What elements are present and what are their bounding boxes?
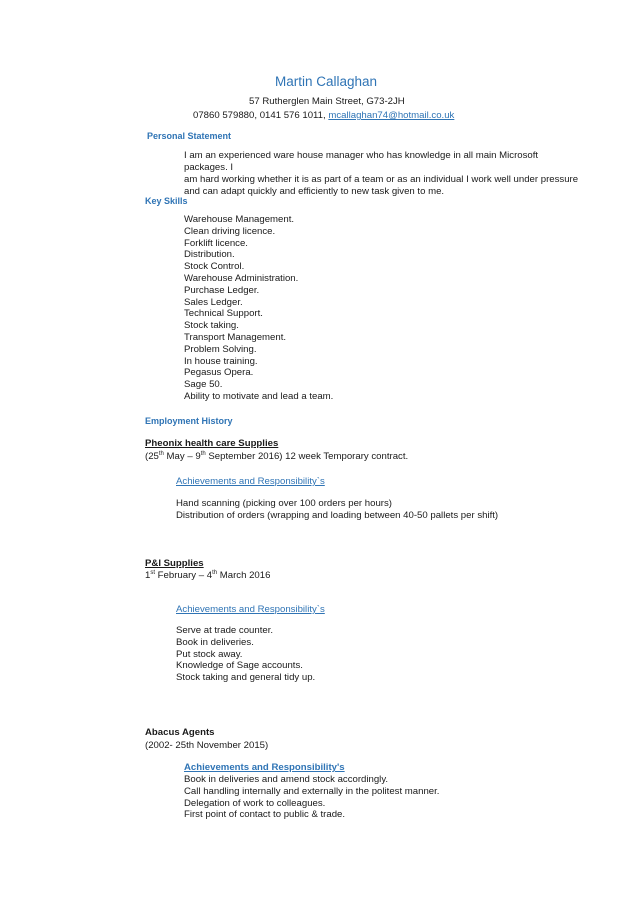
achievements-list [176, 625, 315, 684]
phone-numbers: 07860 579880, 0141 576 1011, [193, 110, 329, 121]
skill-item: Ability to motivate and lead a team. [184, 390, 334, 402]
address: 57 Rutherglen Main Street, G73-2JH [249, 96, 405, 107]
skill-item: Stock taking. [184, 320, 239, 332]
skill-item: Technical Support. [184, 308, 263, 320]
achievement-item: Book in deliveries. [176, 636, 254, 648]
achievement-item: First point of contact to public & trade. [184, 809, 346, 821]
skill-item: Distribution. [184, 249, 235, 261]
skill-item: Transport Management. [184, 331, 287, 343]
statement-line: I am an experienced ware house manager who has knowledge in all main Microsoft packages. I [184, 150, 539, 173]
achievements-heading: Achievements and Responsibility's [184, 762, 345, 773]
statement-line: am hard working whether it is as part of a team or as an individual I work well under pressure [184, 174, 579, 185]
achievement-item: Knowledge of Sage accounts. [176, 660, 303, 672]
achievement-item: Distribution of orders (wrapping and loading between 40-50 pallets per shift) [176, 509, 499, 521]
achievement-item: Call handling internally and externally in the politest manner. [184, 785, 440, 797]
job-dates: 1st February – 4th March 2016 [145, 569, 271, 581]
achievements-heading: Achievements and Responsibility`s [176, 476, 325, 487]
achievement-item: Book in deliveries and amend stock accordingly. [184, 774, 389, 785]
achievement-item: Serve at trade counter. [176, 625, 274, 636]
key-skills-list [184, 214, 333, 403]
job-dates: (25th May – 9th September 2016) 12 week Temporary contract. [145, 450, 409, 462]
skill-item: Warehouse Administration. [184, 272, 299, 284]
achievements-heading: Achievements and Responsibility`s [176, 604, 325, 615]
skill-item: Sales Ledger. [184, 296, 243, 308]
job-company: Pheonix health care Supplies [145, 438, 279, 449]
skill-item: Warehouse Management. [184, 214, 295, 225]
skill-item: Stock Control. [184, 261, 245, 273]
personal-statement-heading: Personal Statement [147, 131, 232, 141]
achievement-item: Delegation of work to colleagues. [184, 797, 326, 809]
key-skills-heading: Key Skills [145, 196, 188, 206]
personal-statement-text [184, 150, 584, 198]
employment-history-heading: Employment History [145, 416, 233, 426]
skill-item: Problem Solving. [184, 343, 257, 355]
skill-item: Pegasus Opera. [184, 367, 254, 379]
achievement-item: Put stock away. [176, 648, 243, 660]
achievements-list [184, 774, 439, 821]
job-dates: (2002- 25th November 2015) [145, 740, 269, 751]
skill-item: Sage 50. [184, 379, 223, 391]
job-company: Abacus Agents [145, 727, 215, 738]
job-company: P&I Supplies [145, 558, 204, 569]
achievement-item: Stock taking and general tidy up. [176, 672, 316, 684]
skill-item: Clean driving licence. [184, 225, 276, 237]
skill-item: Forklift licence. [184, 237, 248, 249]
statement-line: and can adapt quickly and efficiently to new task given to me. [184, 186, 445, 197]
email-link[interactable]: mcallaghan74@hotmail.co.uk [328, 110, 455, 121]
achievements-list [176, 498, 498, 522]
contact-line [193, 110, 454, 122]
skill-item: In house training. [184, 355, 258, 367]
candidate-name: Martin Callaghan [275, 74, 378, 89]
achievement-item: Hand scanning (picking over 100 orders per hours) [176, 498, 392, 509]
skill-item: Purchase Ledger. [184, 284, 260, 296]
